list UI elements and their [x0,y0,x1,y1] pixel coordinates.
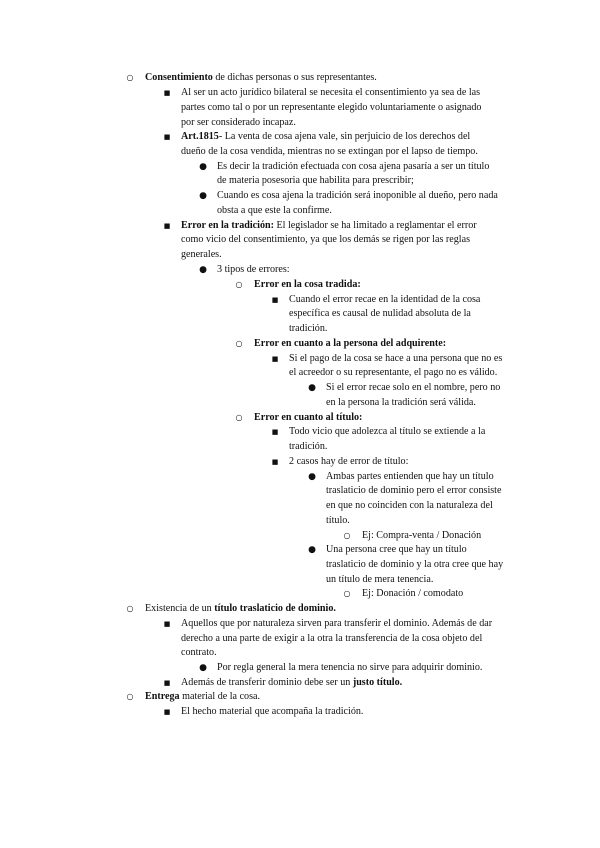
item-text: en que no coinciden con la naturaleza del [326,500,493,511]
item-text: Ambas partes entienden que hay un título [326,471,494,482]
dot-bullet-icon: ● [199,162,207,172]
bold-term: Art.1815 [181,131,219,142]
item-text: un título de mera tenencia. [326,574,434,585]
circle-bullet-icon: ○ [235,413,243,422]
bold-term: Consentimiento [145,72,213,83]
square-bullet-icon: ■ [271,355,279,363]
circle-bullet-icon: ○ [126,692,134,701]
item-text: generales. [181,249,222,260]
bold-term: Entrega [145,691,180,702]
item-text: Una persona cree que hay un título [326,544,467,555]
square-bullet-icon: ■ [271,428,279,436]
item-heading: Error en cuanto a la persona del adquirente: [254,338,447,349]
item-text: traslaticio de dominio pero el error consiste [326,485,502,496]
item-text: Existencia de un [145,603,215,614]
item-text: partes como tal o por un representante elegido voluntariamente o asignado [181,102,482,113]
dot-bullet-icon: ● [199,191,207,201]
circle-bullet-icon: ○ [126,73,134,82]
item-text: Además de transferir dominio debe ser un [181,677,353,688]
square-bullet-icon: ■ [163,89,171,97]
item-text: de materia posesoria que habilita para prescribir; [217,175,414,186]
item-text: Ej: Compra-venta / Donación [362,530,482,541]
square-bullet-icon: ■ [163,708,171,716]
item-text: título. [326,515,350,526]
item-text: Al ser un acto jurídico bilateral se necesita el consentimiento ya sea de las [181,87,481,98]
item-text: específica es causal de nulidad absoluta de la [289,308,471,319]
item-heading: Error en cuanto al título: [254,412,363,423]
square-bullet-icon: ■ [163,133,171,141]
item-text: por ser considerado incapaz. [181,117,296,128]
item-text: 3 tipos de errores: [217,264,290,275]
item-text: dueño de la cosa vendida, mientras no se extingan por el lapso de tiempo. [181,146,478,157]
dot-bullet-icon: ● [308,472,316,482]
item-text: Si el error recae solo en el nombre, pero no [326,382,501,393]
item-text: 2 casos hay de error de título: [289,456,409,467]
item-text: Por regla general la mera tenencia no sirve para adquirir dominio. [217,662,483,673]
item-heading: Error en la cosa tradida: [254,279,361,290]
bold-term: título traslaticio de dominio. [214,603,336,614]
item-text: - La venta de cosa ajena vale, sin perjuicio de los derechos del [218,131,471,142]
item-text: derecho a una parte de exigir a la otra la transferencia de la cosa objeto del [181,633,483,644]
circle-bullet-icon: ○ [235,280,243,289]
item-text: material de la cosa. [179,691,261,702]
item-text: Es decir la tradición efectuada con cosa ajena pasaría a ser un título [217,161,490,172]
item-text: el acreedor o su representante, el pago no es válido. [289,367,498,378]
item-text: El hecho material que acompaña la tradición. [181,706,364,717]
item-text: Cuando es cosa ajena la tradición será inoponible al dueño, pero nada [217,190,498,201]
square-bullet-icon: ■ [163,222,171,230]
item-text: Cuando el error recae en la identidad de la cosa [289,294,481,305]
item-text: en la persona la tradición será válida. [326,397,476,408]
item-text: tradición. [289,441,328,452]
item-text: Todo vicio que adolezca al título se extiende a la [289,426,486,437]
square-bullet-icon: ■ [271,296,279,304]
item-text: El legislador se ha limitado a reglamentar el error [273,220,477,231]
dot-bullet-icon: ● [199,265,207,275]
item-text: tradición. [289,323,328,334]
dot-bullet-icon: ● [308,383,316,393]
item-text: traslaticio de dominio y la otra cree que hay [326,559,504,570]
item-text: contrato. [181,647,217,658]
square-bullet-icon: ■ [163,620,171,628]
square-bullet-icon: ■ [271,458,279,466]
dot-bullet-icon: ● [199,663,207,673]
item-text: obsta a que este la confirme. [217,205,332,216]
item-text: como vicio del consentimiento, ya que los demás se rigen por las reglas [181,234,470,245]
item-text: Si el pago de la cosa se hace a una persona que no es [289,353,503,364]
item-text: Aquellos que por naturaleza sirven para transferir el dominio. Además de dar [181,618,493,629]
circle-bullet-icon: ○ [343,589,351,598]
item-text: Ej: Donación / comodato [362,588,464,599]
bold-term: justo título. [352,677,403,688]
item-text: de dichas personas o sus representantes. [212,72,377,83]
square-bullet-icon: ■ [163,679,171,687]
circle-bullet-icon: ○ [343,531,351,540]
dot-bullet-icon: ● [308,545,316,555]
circle-bullet-icon: ○ [235,339,243,348]
bold-term: Error en la tradición: [181,220,274,231]
circle-bullet-icon: ○ [126,604,134,613]
